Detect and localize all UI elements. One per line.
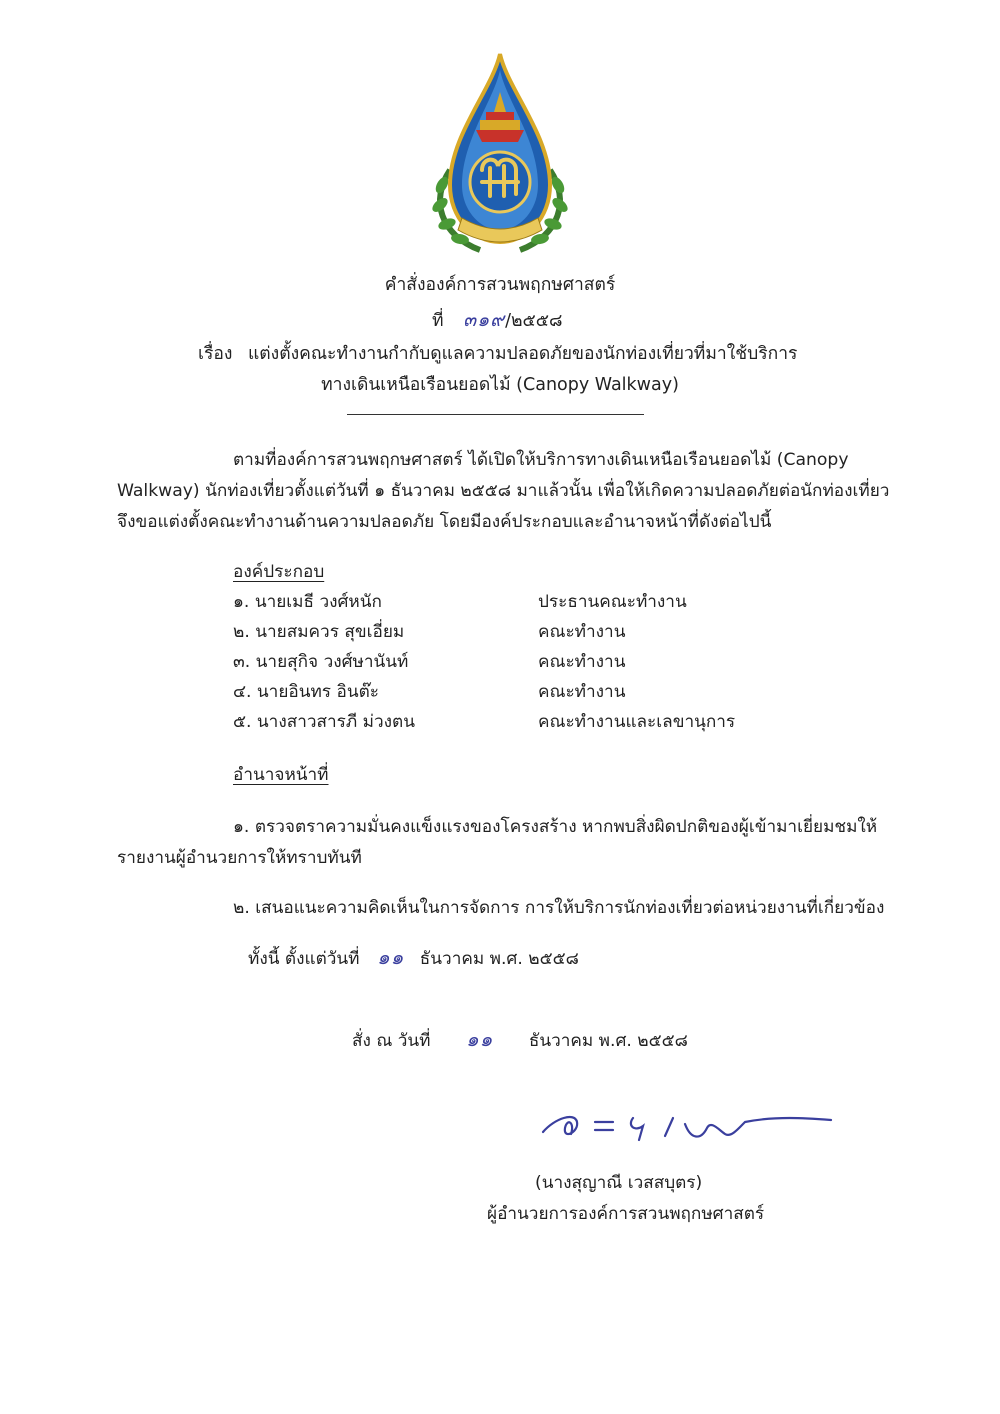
member-name: ๒. นายสมควร สุขเอี่ยม	[233, 622, 405, 642]
duty-1-line-1: ๑. ตรวจตราความมั่นคงแข็งแรงของโครงสร้าง หากพบสิ่งผิดปกติของผู้เข้ามาเยี่ยมชมให้	[233, 817, 878, 837]
member-role: คณะทำงาน	[538, 652, 626, 672]
member-name: ๔. นายอินทร อินต๊ะ	[233, 682, 379, 702]
effective-suffix: ธันวาคม พ.ศ. ๒๕๕๘	[419, 949, 579, 969]
intro-line-2: Walkway) นักท่องเที่ยวตั้งแต่วันที่ ๑ ธันวาคม ๒๕๕๘ มาแล้วนั้น เพื่อให้เกิดความปลอดภัยต่อนักท่องเที่ยว	[117, 481, 890, 501]
duties-heading: อำนาจหน้าที่	[233, 765, 329, 785]
signatory-position: ผู้อำนวยการองค์การสวนพฤกษศาสตร์	[487, 1204, 765, 1224]
intro-line-3: จึงขอแต่งตั้งคณะทำงานด้านความปลอดภัย โดยมีองค์ประกอบและอำนาจหน้าที่ดังต่อไปนี้	[117, 512, 772, 532]
effective-prefix: ทั้งนี้ ตั้งแต่วันที่	[248, 949, 360, 969]
subject-line-1	[198, 339, 797, 367]
duty-2: ๒. เสนอแนะความคิดเห็นในการจัดการ การให้บริการนักท่องเที่ยวต่อหน่วยงานที่เกี่ยวข้อง	[233, 898, 885, 918]
member-role: ประธานคณะทำงาน	[538, 592, 687, 612]
member-role: คณะทำงาน	[538, 622, 626, 642]
organization-emblem	[420, 50, 580, 260]
ordered-prefix: สั่ง ณ วันที่	[352, 1031, 431, 1051]
member-role: คณะทำงานและเลขานุการ	[538, 712, 736, 732]
order-number-year: /๒๕๕๘	[505, 311, 563, 331]
effective-date-line	[248, 942, 579, 975]
subject-text: แต่งตั้งคณะทำงานกำกับดูแลความปลอดภัยของนักท่องเที่ยวที่มาใช้บริการ	[248, 344, 798, 364]
composition-heading: องค์ประกอบ	[233, 562, 325, 582]
ordered-suffix: ธันวาคม พ.ศ. ๒๕๕๘	[528, 1031, 688, 1051]
member-name: ๓. นายสุกิจ วงศ์ษานันท์	[233, 652, 409, 672]
member-name: ๑. นายเมธี วงศ์หนัก	[233, 592, 382, 612]
member-role: คณะทำงาน	[538, 682, 626, 702]
member-name: ๕. นางสาวสารภี ม่วงตน	[233, 712, 415, 732]
effective-day-handwritten: ๑๑	[376, 945, 405, 969]
signature	[535, 1100, 835, 1150]
order-number-label: ที่	[432, 311, 444, 331]
title-divider	[347, 414, 644, 415]
order-heading: คำสั่งองค์การสวนพฤกษศาสตร์	[384, 275, 616, 295]
subject-label: เรื่อง	[198, 344, 233, 364]
order-number-line	[432, 305, 563, 335]
ordered-date-line	[352, 1024, 688, 1057]
ordered-day-handwritten: ๑๑	[465, 1027, 494, 1051]
signatory-name: (นางสุญาณี เวสสบุตร)	[535, 1173, 703, 1193]
order-number-handwritten: ๓๑๙	[463, 309, 506, 331]
duty-1-line-2: รายงานผู้อำนวยการให้ทราบทันที	[117, 848, 362, 868]
subject-line-2: ทางเดินเหนือเรือนยอดไม้ (Canopy Walkway)	[321, 375, 679, 395]
intro-line-1: ตามที่องค์การสวนพฤกษศาสตร์ ได้เปิดให้บริการทางเดินเหนือเรือนยอดไม้ (Canopy	[233, 450, 849, 470]
